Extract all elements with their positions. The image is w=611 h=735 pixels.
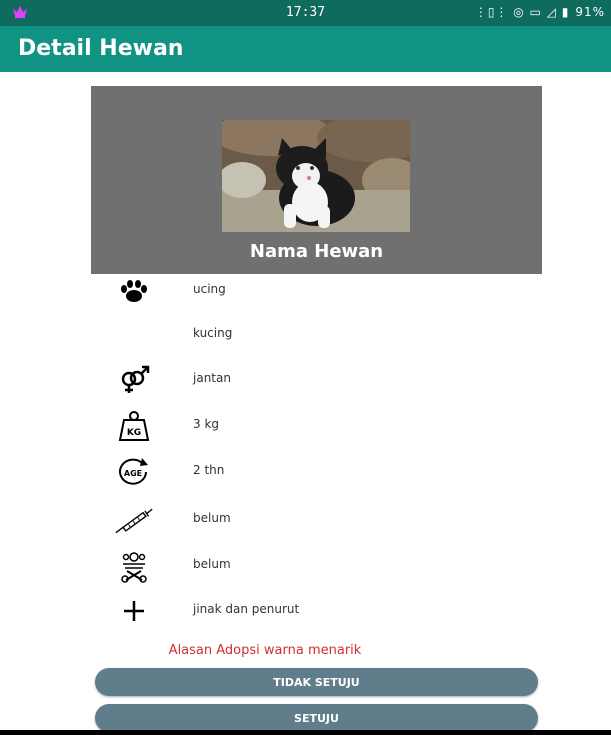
age-icon-text: AGE <box>123 469 143 478</box>
detail-row-gender <box>0 362 611 398</box>
battery-level: 91% <box>575 5 605 19</box>
animal-name: Nama Hewan <box>249 241 384 262</box>
age-value: 2 thn <box>193 463 225 477</box>
detail-row-type <box>0 317 611 353</box>
gender-icon <box>114 362 154 398</box>
syringe-icon <box>114 502 154 538</box>
character-value: jinak dan penurut <box>193 602 300 616</box>
sterile-icon <box>114 548 154 584</box>
plus-icon <box>114 593 154 629</box>
gender-value: jantan <box>193 371 231 385</box>
vaccine-value: belum <box>193 511 231 525</box>
page-title: Detail Hewan <box>18 36 184 61</box>
weight-icon <box>114 408 154 444</box>
detail-row-age <box>0 454 611 490</box>
app-bar <box>0 26 611 72</box>
status-time: 17:37 <box>285 5 326 20</box>
detail-row-weight <box>0 408 611 444</box>
age-icon <box>114 454 154 490</box>
blank-icon <box>114 317 154 353</box>
species-value: ucing <box>193 282 226 296</box>
weight-icon-text: KG <box>126 428 142 438</box>
adoption-reason: Alasan Adopsi warna menarik <box>168 643 362 658</box>
weight-value: 3 kg <box>193 417 220 431</box>
detail-row-species <box>0 273 611 309</box>
reject-button[interactable]: TIDAK SETUJU <box>95 668 538 696</box>
animal-hero <box>91 86 542 274</box>
status-indicators <box>475 5 605 19</box>
paw-icon <box>114 273 154 309</box>
detail-row-character <box>0 593 611 629</box>
detail-row-sterile <box>0 548 611 584</box>
accept-button[interactable]: SETUJU <box>95 704 538 732</box>
animal-photo <box>222 120 410 232</box>
detail-row-vaccine <box>0 502 611 538</box>
type-value: kucing <box>193 326 233 340</box>
status-bar <box>0 0 611 26</box>
status-icons: ⋮▯⋮ ◎ ▭ ◿ ▮ <box>474 5 570 19</box>
sterile-value: belum <box>193 557 231 571</box>
navigation-bar <box>0 730 611 735</box>
